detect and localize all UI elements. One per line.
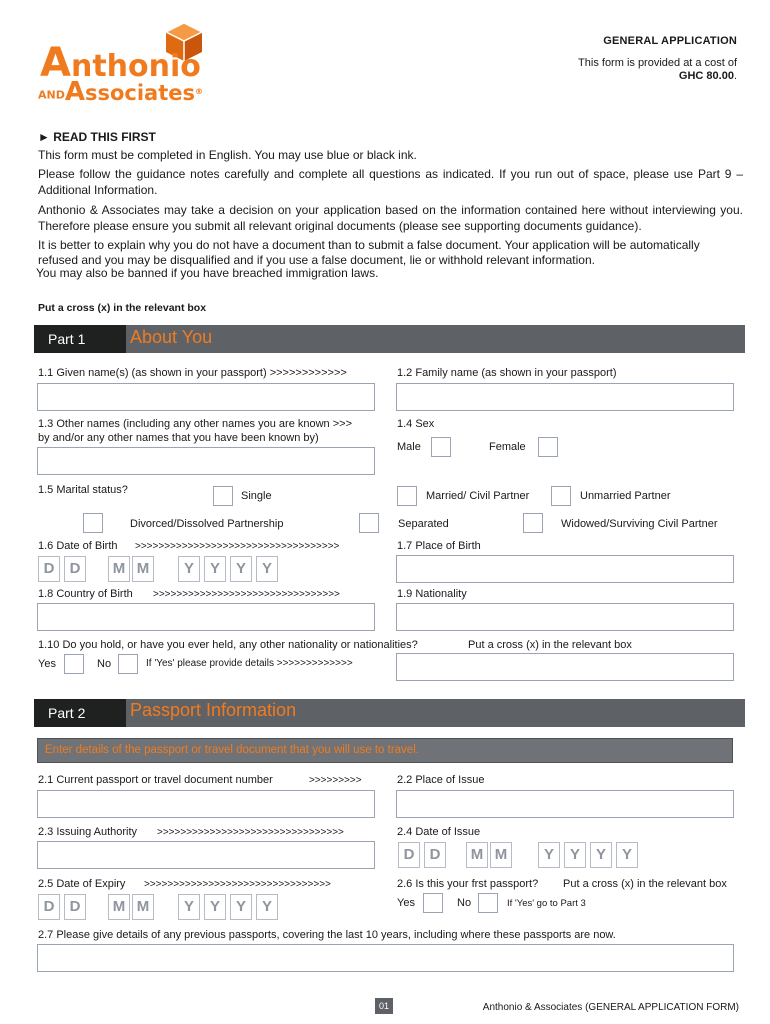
q2-6-cross-note: Put a cross (x) in the relevant box bbox=[563, 878, 727, 890]
q2-3-arrows: >>>>>>>>>>>>>>>>>>>>>>>>>>>>>>>> bbox=[157, 827, 344, 838]
q1-6-label: 1.6 Date of Birth bbox=[38, 540, 118, 552]
dob-month-2[interactable]: M bbox=[132, 556, 154, 582]
expiry-year-3[interactable]: Y bbox=[230, 894, 252, 920]
issue-month-1[interactable]: M bbox=[466, 842, 488, 868]
part1-title: About You bbox=[130, 327, 213, 347]
other-nationality-yes-label: Yes bbox=[38, 658, 56, 670]
page-number: 01 bbox=[378, 1001, 389, 1011]
expiry-year-1[interactable]: Y bbox=[178, 894, 200, 920]
intro-paragraph-3: Anthonio & Associates may take a decision on your application based on the information contained here without interviewing you. Therefore please ensure you submit all relevant original documents (please see supporting documents guidance). bbox=[38, 203, 743, 233]
place-of-birth-input[interactable] bbox=[396, 555, 734, 583]
other-nationality-no-checkbox[interactable] bbox=[118, 654, 138, 674]
q1-3-label: 1.3 Other names (including any other names you are known >>> bbox=[38, 418, 352, 430]
issue-month-2[interactable]: M bbox=[490, 842, 512, 868]
first-passport-yes-checkbox[interactable] bbox=[423, 893, 443, 913]
part1-label: Part 1 bbox=[34, 325, 126, 353]
first-passport-yes-label: Yes bbox=[397, 897, 415, 909]
logo-initial-a: A bbox=[40, 40, 71, 86]
logo-and: AND bbox=[38, 88, 65, 102]
dob-day-2[interactable]: D bbox=[64, 556, 86, 582]
cost-amount: GHC 80.00 bbox=[678, 70, 734, 82]
expiry-day-1[interactable]: D bbox=[38, 894, 60, 920]
cross-instruction: Put a cross (x) in the relevant box bbox=[38, 302, 207, 314]
married-checkbox[interactable] bbox=[397, 486, 417, 506]
q1-1-label: 1.1 Given name(s) (as shown in your passport) >>>>>>>>>>>> bbox=[38, 367, 347, 379]
intro-paragraph-2: Please follow the guidance notes carefully and complete all questions as indicated. If you run out of space, please use Part 9 – Additional Information. bbox=[38, 167, 743, 197]
logo-registered-mark: ® bbox=[195, 87, 204, 96]
logo-initial-a2: A bbox=[64, 77, 85, 107]
logo-word-anthonio: nthonio bbox=[70, 49, 201, 84]
other-nationality-yes-checkbox[interactable] bbox=[64, 654, 84, 674]
q1-10-label: 1.10 Do you hold, or have you ever held, any other nationality or nationalities? bbox=[38, 639, 418, 651]
other-nationality-details-input[interactable] bbox=[396, 653, 734, 681]
q2-1-label: 2.1 Current passport or travel document number bbox=[38, 774, 273, 786]
issue-year-3[interactable]: Y bbox=[590, 842, 612, 868]
dob-day-1[interactable]: D bbox=[38, 556, 60, 582]
other-names-input[interactable] bbox=[37, 447, 375, 475]
intro-paragraph-4b: refused and you may be disqualified and if you use a false document, lie or withhold relevant information. bbox=[38, 253, 595, 267]
q1-8-arrows: >>>>>>>>>>>>>>>>>>>>>>>>>>>>>>>> bbox=[153, 589, 340, 600]
first-passport-if-yes: If 'Yes' go to Part 3 bbox=[507, 898, 586, 909]
family-name-input[interactable] bbox=[396, 383, 734, 411]
sex-male-checkbox[interactable] bbox=[431, 437, 451, 457]
q2-3-label: 2.3 Issuing Authority bbox=[38, 826, 138, 838]
q2-5-label: 2.5 Date of Expiry bbox=[38, 878, 126, 890]
issuing-authority-input[interactable] bbox=[37, 841, 375, 869]
unmarried-label: Unmarried Partner bbox=[580, 490, 671, 502]
single-label: Single bbox=[241, 490, 272, 502]
separated-label: Separated bbox=[398, 518, 449, 530]
expiry-year-2[interactable]: Y bbox=[204, 894, 226, 920]
other-nationality-if-yes: If 'Yes' please provide details >>>>>>>>>>>>> bbox=[146, 658, 353, 669]
q2-6-label: 2.6 Is this your frst passport? bbox=[397, 878, 539, 890]
nationality-input[interactable] bbox=[396, 603, 734, 631]
issue-day-1[interactable]: D bbox=[398, 842, 420, 868]
intro-paragraph-1: This form must be completed in English. You may use blue or black ink. bbox=[38, 148, 417, 162]
sex-female-label: Female bbox=[489, 441, 526, 453]
q1-4-label: 1.4 Sex bbox=[397, 418, 435, 430]
q2-5-arrows: >>>>>>>>>>>>>>>>>>>>>>>>>>>>>>>> bbox=[144, 879, 331, 890]
issue-day-2[interactable]: D bbox=[424, 842, 446, 868]
logo bbox=[38, 20, 218, 106]
footer-form-name: Anthonio & Associates (GENERAL APPLICATION FORM) bbox=[482, 1002, 739, 1013]
country-of-birth-input[interactable] bbox=[37, 603, 375, 631]
given-names-input[interactable] bbox=[37, 383, 375, 411]
read-first-heading: ► READ THIS FIRST bbox=[38, 130, 156, 144]
part2-header bbox=[34, 699, 745, 727]
expiry-day-2[interactable]: D bbox=[64, 894, 86, 920]
dob-year-4[interactable]: Y bbox=[256, 556, 278, 582]
dob-year-3[interactable]: Y bbox=[230, 556, 252, 582]
q1-7-label: 1.7 Place of Birth bbox=[397, 540, 481, 552]
q1-2-label: 1.2 Family name (as shown in your passport) bbox=[397, 367, 617, 379]
sex-female-checkbox[interactable] bbox=[538, 437, 558, 457]
part1-header bbox=[34, 325, 745, 353]
widowed-label: Widowed/Surviving Civil Partner bbox=[561, 518, 718, 530]
issue-year-1[interactable]: Y bbox=[538, 842, 560, 868]
intro-paragraph-4a: It is better to explain why you do not have a document than to submit a false document. Your application will be automatically bbox=[38, 238, 700, 252]
separated-checkbox[interactable] bbox=[359, 513, 379, 533]
q1-8-label: 1.8 Country of Birth bbox=[38, 588, 133, 600]
expiry-date-group[interactable] bbox=[38, 894, 288, 922]
dob-year-1[interactable]: Y bbox=[178, 556, 200, 582]
intro-paragraph-4c: You may also be banned if you have breached immigration laws. bbox=[36, 266, 379, 280]
divorced-checkbox[interactable] bbox=[83, 513, 103, 533]
dob-date-group[interactable] bbox=[38, 556, 288, 584]
divorced-label: Divorced/Dissolved Partnership bbox=[130, 518, 284, 530]
expiry-year-4[interactable]: Y bbox=[256, 894, 278, 920]
issue-date-group[interactable] bbox=[398, 842, 648, 870]
q1-6-arrows: >>>>>>>>>>>>>>>>>>>>>>>>>>>>>>>>>>> bbox=[135, 541, 340, 552]
other-nationality-no-label: No bbox=[97, 658, 112, 670]
form-title: GENERAL APPLICATION bbox=[603, 35, 737, 47]
unmarried-checkbox[interactable] bbox=[551, 486, 571, 506]
q1-3-label-2: by and/or any other names that you have been known by) bbox=[38, 432, 319, 444]
page-number-badge bbox=[375, 998, 393, 1014]
part2-instruction-text: Enter details of the passport or travel document that you will use to travel. bbox=[45, 744, 419, 756]
q2-1-arrows: >>>>>>>>> bbox=[309, 775, 362, 786]
part2-instruction-bar bbox=[37, 738, 733, 763]
place-of-issue-input[interactable] bbox=[396, 790, 734, 818]
first-passport-no-checkbox[interactable] bbox=[478, 893, 498, 913]
single-checkbox[interactable] bbox=[213, 486, 233, 506]
part2-label: Part 2 bbox=[34, 699, 126, 727]
expiry-month-1[interactable]: M bbox=[108, 894, 130, 920]
q2-7-label: 2.7 Please give details of any previous passports, covering the last 10 years, including where these passports are now. bbox=[38, 929, 616, 941]
issue-year-2[interactable]: Y bbox=[564, 842, 586, 868]
expiry-month-2[interactable]: M bbox=[132, 894, 154, 920]
q1-10-cross-note: Put a cross (x) in the relevant box bbox=[468, 639, 632, 651]
part2-title: Passport Information bbox=[130, 700, 297, 720]
married-label: Married/ Civil Partner bbox=[426, 490, 530, 502]
q1-9-label: 1.9 Nationality bbox=[397, 588, 467, 600]
issue-year-4[interactable]: Y bbox=[616, 842, 638, 868]
cost-period: . bbox=[733, 70, 737, 82]
dob-year-2[interactable]: Y bbox=[204, 556, 226, 582]
cost-line: This form is provided at a cost of bbox=[578, 57, 737, 69]
q2-4-label: 2.4 Date of Issue bbox=[397, 826, 481, 838]
q2-2-label: 2.2 Place of Issue bbox=[397, 774, 485, 786]
sex-male-label: Male bbox=[397, 441, 421, 453]
cost-value bbox=[679, 70, 737, 82]
previous-passports-input[interactable] bbox=[37, 944, 734, 972]
passport-number-input[interactable] bbox=[37, 790, 375, 818]
q1-5-label: 1.5 Marital status? bbox=[38, 484, 128, 496]
widowed-checkbox[interactable] bbox=[523, 513, 543, 533]
logo-word-associates: ssociates bbox=[84, 81, 196, 105]
dob-month-1[interactable]: M bbox=[108, 556, 130, 582]
first-passport-no-label: No bbox=[457, 897, 472, 909]
